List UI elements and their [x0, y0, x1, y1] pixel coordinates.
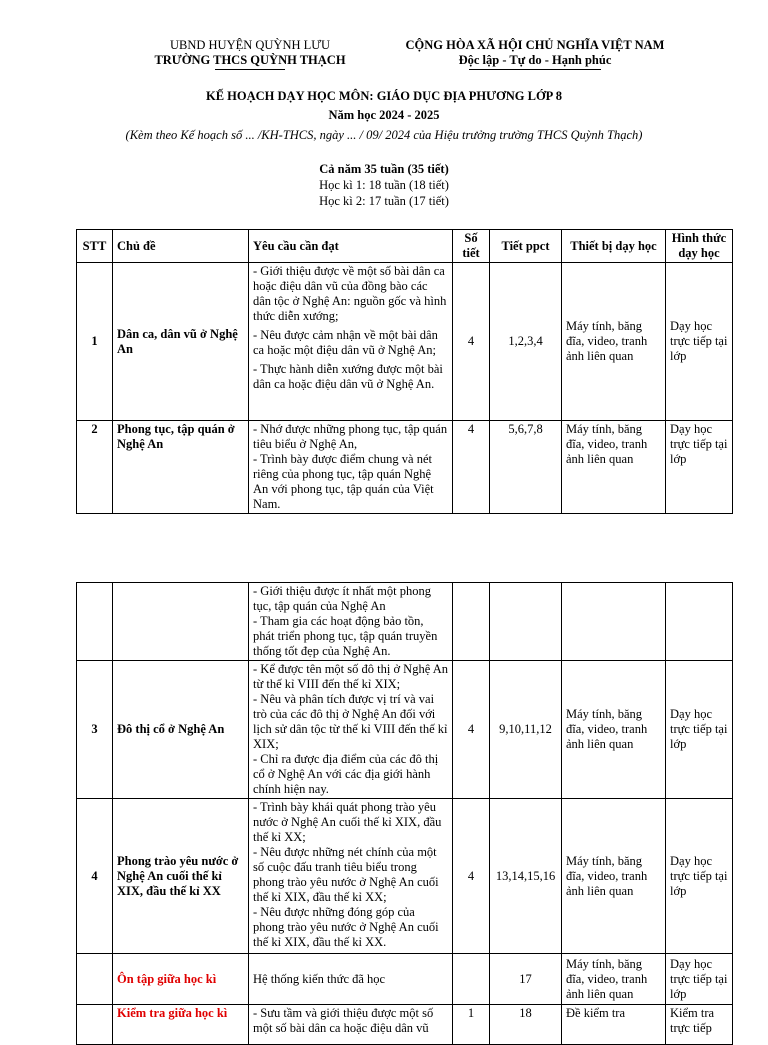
national-motto-block — [380, 38, 690, 70]
requirement-item: - Tham gia các hoạt động bảo tồn, phát triển phong tục, tập quán truyền thống tốt đẹp của Nghệ An. — [253, 614, 438, 658]
row-periods: 1 — [453, 1005, 490, 1045]
col-periods: Số tiết — [453, 230, 490, 263]
requirement-item: - Nêu được những nét chính của một số cuộc đấu tranh tiêu biểu trong phong trào yêu nước ở Nghệ An cuối thế kỉ XIX, đầu thế kỉ XX; — [253, 845, 439, 904]
empty-cell — [113, 583, 249, 661]
empty-cell — [666, 583, 733, 661]
requirement-item: - Nêu và phân tích được vị trí và vai trò của các đô thị ở Nghệ An đối với lịch sử dân tộc từ thế kỉ VIII đến thế kỉ XIX; — [253, 692, 448, 751]
row-equipment: Máy tính, băng đĩa, video, tranh ảnh liên quan — [562, 421, 666, 514]
semester2-summary: Học kì 2: 17 tuần (17 tiết) — [319, 194, 449, 208]
row-topic: Phong tục, tập quán ở Nghệ An — [113, 421, 249, 514]
row-requirements: - Sưu tầm và giới thiệu được một số một số bài dân ca hoặc điệu dân vũ — [249, 1005, 453, 1045]
requirement-item: - Kể được tên một số đô thị ở Nghệ An từ thế kỉ VIII đến thế kỉ XIX; — [253, 662, 448, 691]
country-name: CỘNG HÒA XÃ HỘI CHỦ NGHĨA VIỆT NAM — [405, 38, 665, 52]
table-row — [77, 583, 733, 661]
school-name: TRƯỜNG THCS QUỲNH THẠCH — [154, 53, 346, 67]
empty-cell — [77, 583, 113, 661]
requirement-item: - Trình bày được điểm chung và nét riêng của phong tục, tập quán Nghệ An với phong tục, tập quán của Việt Nam. — [253, 452, 434, 511]
table-row — [77, 421, 733, 514]
col-form: Hình thức dạy học — [666, 230, 733, 263]
row-topic: Đô thị cổ ở Nghệ An — [113, 661, 249, 799]
row-stt: 1 — [77, 263, 113, 421]
row-topic: Dân ca, dân vũ ở Nghệ An — [113, 263, 249, 421]
row-form: Dạy học trực tiếp tại lớp — [666, 799, 733, 954]
requirement-item: - Giới thiệu được về một số bài dân ca hoặc điệu dân vũ của đồng bào các dân tộc ở Nghệ An: nguồn gốc và hình thức diễn xướng; — [253, 264, 447, 323]
district-name: UBND HUYỆN QUỲNH LƯU — [169, 38, 331, 52]
row-equipment: Máy tính, băng đĩa, video, tranh ảnh liên quan — [562, 263, 666, 421]
requirement-item: - Nhớ được những phong tục, tập quán tiêu biểu ở Nghệ An, — [253, 422, 448, 451]
row-form: Dạy học trực tiếp tại lớp — [666, 421, 733, 514]
row-requirements — [249, 263, 453, 421]
row-requirements — [249, 661, 453, 799]
row-equipment: Máy tính, băng đĩa, video, tranh ảnh liên quan — [562, 799, 666, 954]
row-ppct: 17 — [490, 954, 562, 1005]
row-form: Kiểm tra trực tiếp — [666, 1005, 733, 1045]
whole-year-summary: Cả năm 35 tuần (35 tiết) — [319, 162, 449, 176]
semester1-summary: Học kì 1: 18 tuần (18 tiết) — [319, 178, 449, 192]
school-year: Năm học 2024 - 2025 — [328, 108, 440, 122]
divider — [469, 69, 601, 70]
issuer-block — [130, 38, 370, 70]
col-equipment: Thiết bị dạy học — [562, 230, 666, 263]
col-stt: STT — [77, 230, 113, 263]
table-row — [77, 661, 733, 799]
empty-cell — [453, 954, 490, 1005]
table-row — [77, 1005, 733, 1045]
table-header-row — [77, 230, 733, 263]
row-periods: 4 — [453, 421, 490, 514]
row-periods: 4 — [453, 799, 490, 954]
empty-cell — [490, 583, 562, 661]
exam-topic: Kiểm tra giữa học kì — [113, 1005, 249, 1045]
review-topic: Ôn tập giữa học kì — [113, 954, 249, 1005]
table-row — [77, 799, 733, 954]
attachment-note: (Kèm theo Kế hoạch số ... /KH-THCS, ngày ... / 09/ 2024 của Hiệu trưởng trường THCS Quỳnh Thạch) — [125, 128, 643, 142]
requirement-item: - Thực hành diễn xướng được một bài dân ca hoặc điệu dân vũ ở Nghệ An. — [253, 362, 443, 391]
empty-cell — [562, 583, 666, 661]
row-equipment: Máy tính, băng đĩa, video, tranh ảnh liên quan — [562, 661, 666, 799]
row-topic: Phong trào yêu nước ở Nghệ An cuối thế kỉ XIX, đầu thế kỉ XX — [113, 799, 249, 954]
table-row — [77, 263, 733, 421]
row-requirements — [249, 421, 453, 514]
document-title: KẾ HOẠCH DẠY HỌC MÔN: GIÁO DỤC ĐỊA PHƯƠNG LỚP 8 — [205, 89, 563, 103]
row-requirements — [249, 799, 453, 954]
row-periods: 4 — [453, 263, 490, 421]
requirement-item: - Giới thiệu được ít nhất một phong tục, tập quán của Nghệ An — [253, 584, 431, 613]
requirement-item: - Chỉ ra được địa điểm của các đô thị cổ ở Nghệ An với các địa giới hành chính hiện nay. — [253, 752, 439, 796]
motto: Độc lập - Tự do - Hạnh phúc — [458, 53, 612, 67]
row-form: Dạy học trực tiếp tại lớp — [666, 661, 733, 799]
empty-cell — [453, 583, 490, 661]
row-requirements — [249, 583, 453, 661]
empty-cell — [77, 954, 113, 1005]
row-stt: 2 — [77, 421, 113, 514]
divider — [215, 69, 285, 70]
row-ppct: 18 — [490, 1005, 562, 1045]
requirement-item: - Nêu được cảm nhận về một bài dân ca hoặc một điệu dân vũ ở Nghệ An; — [253, 328, 438, 357]
row-equipment: Đề kiểm tra — [562, 1005, 666, 1045]
row-form: Dạy học trực tiếp tại lớp — [666, 263, 733, 421]
col-requirements: Yêu cầu cần đạt — [249, 230, 453, 263]
requirement-item: - Trình bày khái quát phong trào yêu nước ở Nghệ An cuối thế kỉ XIX, đầu thế kỉ XX; — [253, 800, 442, 844]
plan-table-part1 — [76, 229, 733, 514]
row-ppct: 9,10,11,12 — [490, 661, 562, 799]
row-ppct: 1,2,3,4 — [490, 263, 562, 421]
row-requirements: Hệ thống kiến thức đã học — [249, 954, 453, 1005]
col-ppct: Tiết ppct — [490, 230, 562, 263]
row-equipment: Máy tính, băng đĩa, video, tranh ảnh liên quan — [562, 954, 666, 1005]
row-form: Dạy học trực tiếp tại lớp — [666, 954, 733, 1005]
plan-table-part2 — [76, 582, 733, 1045]
row-stt: 4 — [77, 799, 113, 954]
requirement-item: - Nêu được những đóng góp của phong trào yêu nước ở Nghệ An cuối thế kỉ XIX, đầu thế kỉ XX. — [253, 905, 439, 949]
table-row — [77, 954, 733, 1005]
col-topic: Chủ đề — [113, 230, 249, 263]
row-periods: 4 — [453, 661, 490, 799]
empty-cell — [77, 1005, 113, 1045]
row-ppct: 13,14,15,16 — [490, 799, 562, 954]
row-stt: 3 — [77, 661, 113, 799]
row-ppct: 5,6,7,8 — [490, 421, 562, 514]
